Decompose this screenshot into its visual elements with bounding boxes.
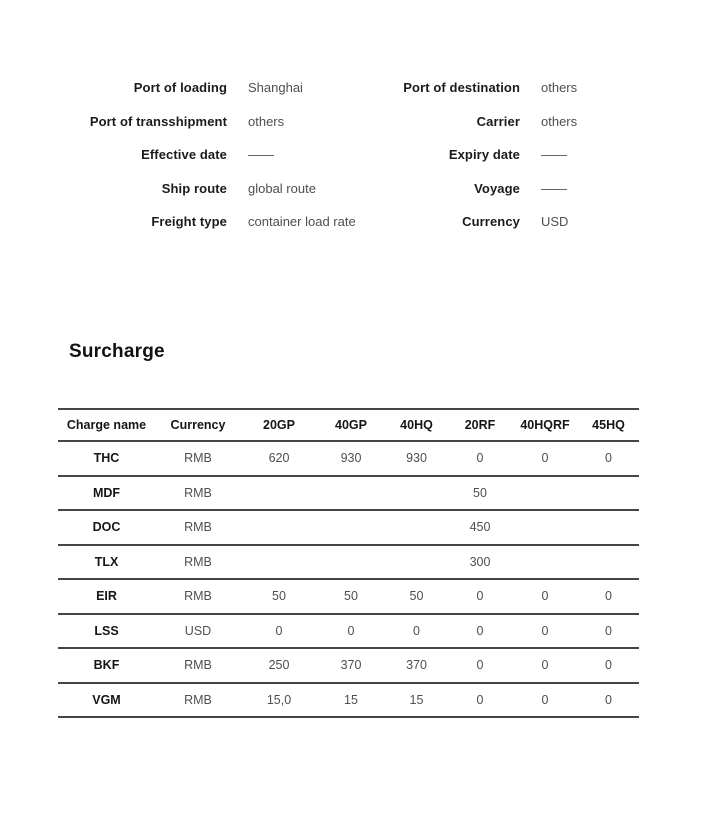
field-label-right: Voyage xyxy=(474,180,520,196)
rate-cell: 15,0 xyxy=(266,692,292,707)
rate-cell: 620 xyxy=(268,451,290,466)
rate-cell: 0 xyxy=(541,692,549,707)
charge-name-cell: THC xyxy=(93,451,120,466)
rate-cell: 0 xyxy=(476,623,484,638)
rate-cell xyxy=(385,510,448,545)
field-value-left: global route xyxy=(248,180,316,196)
column-header: 40HQRF xyxy=(520,418,570,432)
rate-cell: 0 xyxy=(275,623,283,638)
rate-cell: 450 xyxy=(469,520,491,535)
rate-cell: 370 xyxy=(340,658,362,673)
rate-cell: 0 xyxy=(476,589,484,604)
currency-cell: RMB xyxy=(184,520,212,535)
field-value-right: USD xyxy=(541,214,569,230)
rate-cell xyxy=(241,476,317,511)
rate-cell xyxy=(385,476,448,511)
rate-cell: 0 xyxy=(476,658,484,673)
charge-name-cell: TLX xyxy=(94,554,119,569)
table-row xyxy=(58,648,639,683)
rate-cell xyxy=(578,545,639,580)
charge-name-cell: MDF xyxy=(92,485,121,500)
field-value-left: container load rate xyxy=(248,214,356,230)
rate-cell xyxy=(317,476,385,511)
rate-cell: 0 xyxy=(605,589,612,604)
field-value-right: —— xyxy=(541,147,567,163)
rate-cell: 50 xyxy=(409,589,424,604)
currency-cell: RMB xyxy=(184,692,212,707)
rate-cell: 50 xyxy=(272,589,286,604)
currency-cell: RMB xyxy=(184,658,212,673)
table-row xyxy=(58,510,639,545)
rate-cell: 930 xyxy=(340,451,362,466)
field-label-left: Freight type xyxy=(151,214,227,230)
rate-cell xyxy=(317,545,385,580)
rate-cell: 0 xyxy=(605,692,612,707)
table-row xyxy=(58,441,639,476)
surcharge-table xyxy=(58,408,639,718)
info-row xyxy=(0,138,702,172)
rate-cell xyxy=(512,545,578,580)
table-row xyxy=(58,683,639,718)
currency-cell: RMB xyxy=(184,554,212,569)
column-header: 40GP xyxy=(335,418,367,432)
charge-name-cell: EIR xyxy=(96,589,117,604)
field-value-right: —— xyxy=(541,180,567,196)
rate-cell xyxy=(385,545,448,580)
info-row xyxy=(0,172,702,206)
rate-cell: 930 xyxy=(406,451,427,466)
rate-cell: 0 xyxy=(541,623,549,638)
rate-cell: 0 xyxy=(541,589,549,604)
charge-name-cell: LSS xyxy=(94,623,119,638)
column-header: 20RF xyxy=(464,418,496,432)
rate-cell: 0 xyxy=(541,658,549,673)
table-row xyxy=(58,579,639,614)
field-label-right: Carrier xyxy=(476,113,520,129)
field-label-right: Port of destination xyxy=(403,80,520,96)
rate-cell: 0 xyxy=(476,692,484,707)
column-header: 45HQ xyxy=(592,418,625,432)
rate-cell xyxy=(512,510,578,545)
field-value-right: others xyxy=(541,113,578,129)
table-row xyxy=(58,476,639,511)
rate-cell: 0 xyxy=(413,623,420,638)
rate-cell: 0 xyxy=(605,623,612,638)
rate-cell: 0 xyxy=(605,658,612,673)
rate-cell xyxy=(241,510,317,545)
column-header: Charge name xyxy=(66,418,147,432)
currency-cell: USD xyxy=(184,623,212,638)
rate-cell: 300 xyxy=(469,554,491,569)
rate-cell: 0 xyxy=(476,451,484,466)
rate-cell xyxy=(578,476,639,511)
field-label-left: Port of loading xyxy=(133,80,227,96)
rate-cell: 0 xyxy=(605,451,612,466)
column-header: Currency xyxy=(170,418,226,432)
field-label-left: Ship route xyxy=(161,180,227,196)
rate-cell: 370 xyxy=(406,658,427,673)
column-header: 40HQ xyxy=(400,418,433,432)
info-row xyxy=(0,205,702,239)
rate-cell xyxy=(512,476,578,511)
table-row xyxy=(58,545,639,580)
shipment-info-section xyxy=(0,71,702,239)
field-label-left: Effective date xyxy=(141,147,227,163)
field-label-left: Port of transshipment xyxy=(89,113,227,129)
rate-cell: 0 xyxy=(347,623,355,638)
column-header: 20GP xyxy=(263,418,295,432)
table-row xyxy=(58,614,639,649)
rate-cell xyxy=(578,510,639,545)
charge-name-cell: BKF xyxy=(93,658,120,673)
field-label-right: Currency xyxy=(462,214,520,230)
info-row xyxy=(0,71,702,105)
rate-cell: 250 xyxy=(268,658,290,673)
currency-cell: RMB xyxy=(184,451,212,466)
currency-cell: RMB xyxy=(184,485,212,500)
rate-cell: 15 xyxy=(344,692,358,707)
rate-cell: 0 xyxy=(541,451,549,466)
rate-cell: 15 xyxy=(409,692,424,707)
surcharge-heading: Surcharge xyxy=(69,341,165,362)
currency-cell: RMB xyxy=(184,589,212,604)
rate-cell: 50 xyxy=(473,485,487,500)
charge-name-cell: DOC xyxy=(92,520,121,535)
rate-cell: 50 xyxy=(344,589,358,604)
info-row xyxy=(0,105,702,139)
field-value-left: others xyxy=(248,113,285,129)
field-value-right: others xyxy=(541,80,578,96)
field-value-left: Shanghai xyxy=(248,80,303,96)
field-label-right: Expiry date xyxy=(448,147,520,163)
rate-cell xyxy=(317,510,385,545)
charge-name-cell: VGM xyxy=(92,692,121,707)
surcharge-header-row xyxy=(58,409,639,441)
rate-cell xyxy=(241,545,317,580)
field-value-left: —— xyxy=(248,147,274,163)
